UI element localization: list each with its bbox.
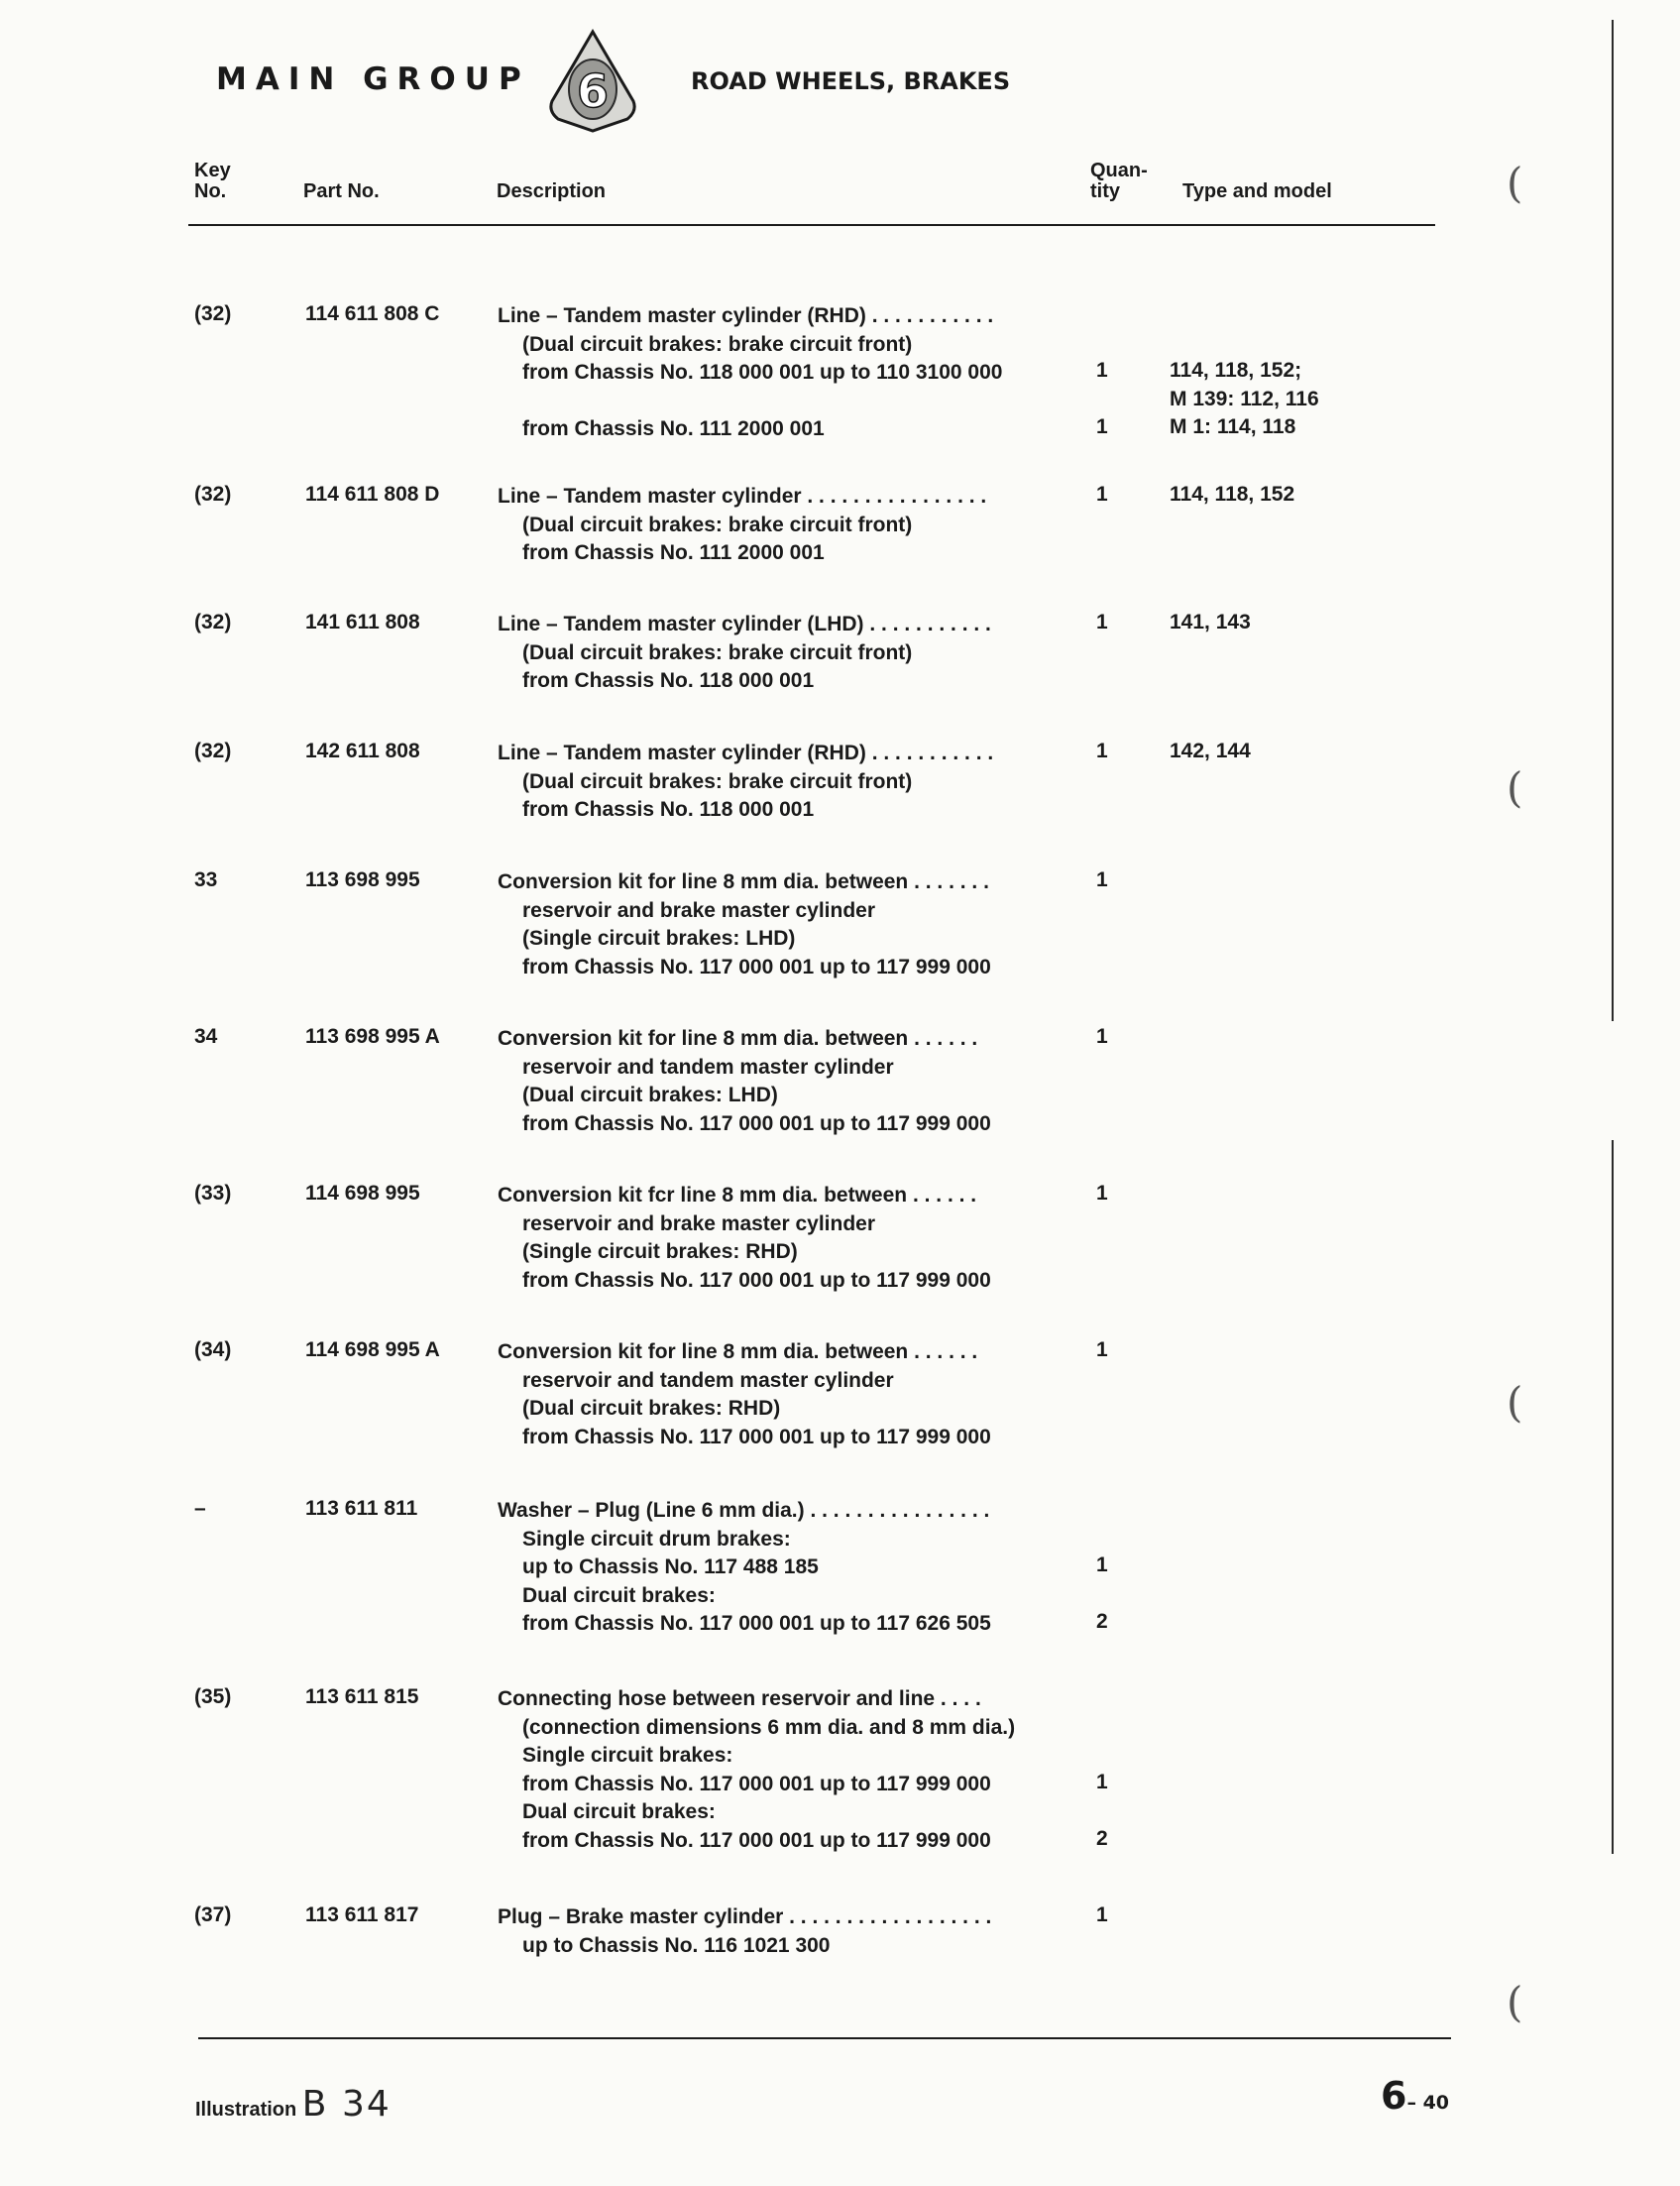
col-quantity: Quan- tity [1090, 160, 1148, 202]
quantity: 1 [1096, 1771, 1108, 1793]
part-number: 141 611 808 [305, 611, 420, 633]
description-line: Single circuit brakes: [522, 1744, 733, 1767]
part-number: 114 698 995 A [305, 1338, 440, 1361]
key-number: (35) [194, 1685, 232, 1708]
binder-hole-mark: ( [1507, 159, 1523, 207]
col-part-no: Part No. [303, 180, 380, 202]
description-line: (Single circuit brakes: RHD) [522, 1240, 798, 1263]
description-line: from Chassis No. 117 000 001 up to 117 626 505 [522, 1612, 991, 1635]
quantity: 1 [1096, 483, 1108, 506]
description-line: from Chassis No. 111 2000 001 [522, 541, 825, 564]
col-type-model: Type and model [1182, 180, 1332, 202]
main-group-title: MAIN GROUP [216, 61, 530, 97]
binder-hole-mark: ( [1507, 1978, 1523, 2026]
type-and-model: 142, 144 [1170, 740, 1251, 762]
description-line: reservoir and brake master cylinder [522, 1212, 876, 1235]
key-number: (32) [194, 740, 232, 762]
description-line: Conversion kit for line 8 mm dia. between . . . . . . . [498, 870, 989, 893]
type-and-model: M 1: 114, 118 [1170, 415, 1296, 438]
description-line: Conversion kit for line 8 mm dia. between . . . . . . [498, 1340, 978, 1363]
group-number: 6 [576, 64, 610, 118]
description-line: from Chassis No. 117 000 001 up to 117 999 000 [522, 1426, 991, 1448]
description-line: Conversion kit fcr line 8 mm dia. between . . . . . . [498, 1184, 977, 1207]
key-number: (32) [194, 483, 232, 506]
description-line: (Dual circuit brakes: RHD) [522, 1397, 781, 1420]
description-line: Single circuit drum brakes: [522, 1528, 791, 1551]
key-number: (37) [194, 1903, 232, 1926]
key-number: – [194, 1497, 206, 1520]
page-number-main: 6 [1381, 2074, 1407, 2118]
description-line: from Chassis No. 118 000 001 up to 110 3100 000 [522, 361, 1003, 384]
part-number: 142 611 808 [305, 740, 420, 762]
illustration-number: B 34 [301, 2084, 392, 2125]
description-line: (connection dimensions 6 mm dia. and 8 mm dia.) [522, 1716, 1016, 1739]
type-and-model: 141, 143 [1170, 611, 1251, 633]
part-number: 113 698 995 A [305, 1025, 440, 1048]
quantity: 1 [1096, 1338, 1108, 1361]
description-line: reservoir and tandem master cylinder [522, 1056, 894, 1079]
description-line: from Chassis No. 111 2000 001 [522, 417, 825, 440]
quantity: 1 [1096, 1553, 1108, 1576]
quantity: 1 [1096, 1025, 1108, 1048]
description-line: reservoir and tandem master cylinder [522, 1369, 894, 1392]
type-and-model: 114, 118, 152 [1170, 483, 1295, 506]
description-line: from Chassis No. 117 000 001 up to 117 999 000 [522, 1773, 991, 1795]
description-line: from Chassis No. 118 000 001 [522, 669, 815, 692]
key-number: (34) [194, 1338, 232, 1361]
description-line: (Single circuit brakes: LHD) [522, 927, 796, 950]
description-line: Line – Tandem master cylinder (LHD) . . . . . . . . . . . [498, 613, 991, 635]
col-key: Key No. [194, 160, 231, 202]
type-and-model: M 139: 112, 116 [1170, 388, 1319, 410]
col-description: Description [497, 180, 607, 202]
description-line: Washer – Plug (Line 6 mm dia.) . . . . . . . . . . . . . . . . [498, 1499, 990, 1522]
description-line: (Dual circuit brakes: brake circuit front) [522, 770, 913, 793]
quantity: 1 [1096, 415, 1108, 438]
description-line: Line – Tandem master cylinder (RHD) . . . . . . . . . . . [498, 304, 994, 327]
page-number [1381, 2074, 1449, 2118]
description-line: Dual circuit brakes: [522, 1584, 716, 1607]
part-number: 114 611 808 D [305, 483, 440, 506]
description-line: reservoir and brake master cylinder [522, 899, 876, 922]
part-number: 114 611 808 C [305, 302, 440, 325]
page-subtitle: ROAD WHEELS, BRAKES [691, 67, 1011, 95]
description-line: Line – Tandem master cylinder (RHD) . . . . . . . . . . . [498, 742, 994, 764]
description-line: from Chassis No. 117 000 001 up to 117 999 000 [522, 1829, 991, 1852]
illustration-label: Illustration [195, 2099, 297, 2121]
description-line: (Dual circuit brakes: brake circuit front) [522, 641, 913, 664]
key-number: 34 [194, 1025, 218, 1048]
scan-edge-line [1612, 1140, 1614, 1854]
quantity: 1 [1096, 740, 1108, 762]
quantity: 1 [1096, 359, 1108, 382]
key-number: (33) [194, 1182, 232, 1205]
key-number: (32) [194, 611, 232, 633]
part-number: 113 698 995 [305, 868, 420, 891]
description-line: Connecting hose between reservoir and line . . . . [498, 1687, 981, 1710]
part-number: 113 611 815 [305, 1685, 419, 1708]
quantity: 1 [1096, 868, 1108, 891]
footer-rule [198, 2037, 1451, 2039]
description-line: up to Chassis No. 117 488 185 [522, 1555, 819, 1578]
quantity: 2 [1096, 1827, 1108, 1850]
description-line: (Dual circuit brakes: brake circuit front) [522, 514, 913, 536]
binder-hole-mark: ( [1507, 1378, 1523, 1427]
binder-hole-mark: ( [1507, 763, 1523, 812]
quantity: 1 [1096, 611, 1108, 633]
type-and-model: 114, 118, 152; [1170, 359, 1302, 382]
description-line: up to Chassis No. 116 1021 300 [522, 1934, 831, 1957]
description-line: Conversion kit for line 8 mm dia. between . . . . . . [498, 1027, 978, 1050]
part-number: 114 698 995 [305, 1182, 420, 1205]
scan-edge-line [1612, 20, 1614, 1021]
description-line: from Chassis No. 117 000 001 up to 117 999 000 [522, 1269, 991, 1292]
page-number-sub: – 40 [1406, 2092, 1450, 2114]
part-number: 113 611 817 [305, 1903, 419, 1926]
part-number: 113 611 811 [305, 1497, 418, 1520]
key-number: (32) [194, 302, 232, 325]
description-line: from Chassis No. 118 000 001 [522, 798, 815, 821]
description-line: Line – Tandem master cylinder . . . . . . . . . . . . . . . . [498, 485, 987, 508]
quantity: 1 [1096, 1182, 1108, 1205]
key-number: 33 [194, 868, 218, 891]
quantity: 2 [1096, 1610, 1108, 1633]
illustration-reference [195, 2084, 392, 2125]
description-line: (Dual circuit brakes: LHD) [522, 1084, 778, 1106]
description-line: (Dual circuit brakes: brake circuit front) [522, 333, 913, 356]
quantity: 1 [1096, 1903, 1108, 1926]
description-line: from Chassis No. 117 000 001 up to 117 999 000 [522, 1112, 991, 1135]
description-line: Plug – Brake master cylinder . . . . . . . . . . . . . . . . . . [498, 1905, 992, 1928]
description-line: Dual circuit brakes: [522, 1800, 716, 1823]
description-line: from Chassis No. 117 000 001 up to 117 999 000 [522, 956, 991, 978]
